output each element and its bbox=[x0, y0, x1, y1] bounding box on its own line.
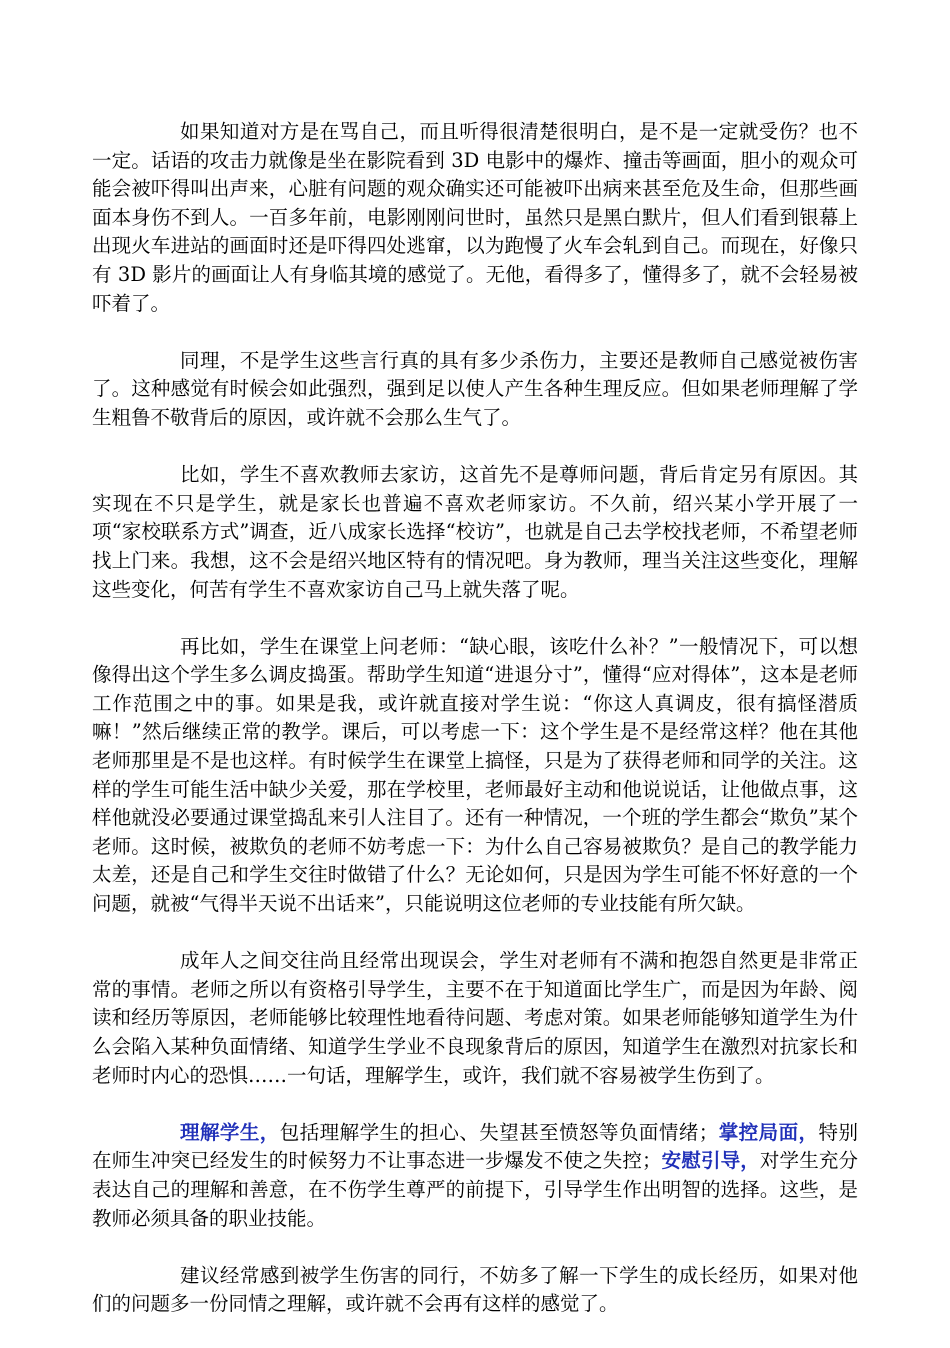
skill-control-desc: 特别在师生冲突已经发生的时候努力不让事态进一步爆发不使之失控； bbox=[92, 1120, 858, 1173]
paragraph-classroom-prank: 再比如，学生在课堂上问老师：“缺心眼，该吃什么补？”一般情况下，可以想像得出这个学生多么调皮捣蛋。帮助学生知道“进退分寸”，懂得“应对得体”，这本是老师工作范围之中的事。如果是我，或许就直接对学生说：“你这人真调皮，很有搞怪潜质嘛！”然后继续正常的教学。课后，可以考虑一下：这个学生是不是经常这样？他在其他老师那里是不是也这样。有时候学生在课堂上搞怪，只是为了获得老师和同学的关注。这样的学生可能生活中缺少关爱，那在学校里，老师最好主动和他说说话，让他做点事，这样他就没必要通过课堂捣乱来引人注目了。还有一种情况，一个班的学生都会“欺负”某个老师。这时候，被欺负的老师不妨考虑一下：为什么自己容易被欺负？是自己的教学能力太差，还是自己和学生交往时做错了什么？无论如何，只是因为学生可能不怀好意的一个问题，就被“气得半天说不出话来”，只能说明这位老师的专业技能有所欠缺。 bbox=[92, 634, 858, 916]
skill-understand-students: 理解学生， bbox=[180, 1120, 280, 1144]
skill-understand-desc: 包括理解学生的担心、失望甚至愤怒等负面情绪； bbox=[279, 1120, 719, 1144]
paragraph-adult-misunderstanding: 成年人之间交往尚且经常出现误会，学生对老师有不满和抱怨自然更是非常正常的事情。老师之所以有资格引导学生，主要不在于知道面比学生广，而是因为年龄、阅读和经历等原因，老师能够比较理性地看待问题、考虑对策。如果老师能够知道学生为什么会陷入某种负面情绪、知道学生学业不良现象背后的原因，知道学生在激烈对抗家长和老师时内心的恐惧……一句话，理解学生，或许，我们就不容易被学生伤到了。 bbox=[92, 949, 858, 1087]
skill-comfort-guide: 安慰引导， bbox=[661, 1149, 760, 1173]
paragraph-movie-analogy: 如果知道对方是在骂自己，而且听得很清楚很明白，是不是一定就受伤？也不一定。话语的攻击力就像是坐在影院看到 3D 电影中的爆炸、撞击等画面，胆小的观众可能会被吓得叫出声来，心脏有问题的观众确实还可能被吓出病来甚至危及生命，但那些画面本身伤不到人。一百多年前，电影刚刚问世时，虽然只是黑白默片，但人们看到银幕上出现火车进站的画面时还是吓得四处逃窜，以为跑慢了火车会轧到自己。而现在，好像只有 3D 影片的画面让人有身临其境的感觉了。无他，看得多了，懂得多了，就不会轻易被吓着了。 bbox=[92, 120, 858, 315]
skill-control-situation: 掌控局面， bbox=[718, 1120, 819, 1144]
paragraph-closing-advice: 建议经常感到被学生伤害的同行，不妨多了解一下学生的成长经历，如果对他们的问题多一份同情之理解，或许就不会再有这样的感觉了。 bbox=[92, 1263, 858, 1316]
skill-comfort-desc: 对学生充分表达自己的理解和善意，在不伤学生尊严的前提下，引导学生作出明智的选择。这些，是教师必须具备的职业技能。 bbox=[92, 1149, 858, 1230]
document-body bbox=[92, 118, 858, 1348]
paragraph-same-logic: 同理，不是学生这些言行真的具有多少杀伤力，主要还是教师自己感觉被伤害了。这种感觉有时候会如此强烈，强到足以使人产生各种生理反应。但如果老师理解了学生粗鲁不敬背后的原因，或许就不会那么生气了。 bbox=[92, 348, 858, 429]
paragraph-home-visit: 比如，学生不喜欢教师去家访，这首先不是尊师问题，背后肯定另有原因。其实现在不只是学生，就是家长也普遍不喜欢老师家访。不久前，绍兴某小学开展了一项“家校联系方式”调查，近八成家长选择“校访”，也就是自己去学校找老师，不希望老师找上门来。我想，这不会是绍兴地区特有的情况吧。身为教师，理当关注这些变化，理解这些变化，何苦有学生不喜欢家访自己马上就失落了呢。 bbox=[92, 463, 858, 601]
paragraph-teacher-skills bbox=[92, 1119, 858, 1233]
